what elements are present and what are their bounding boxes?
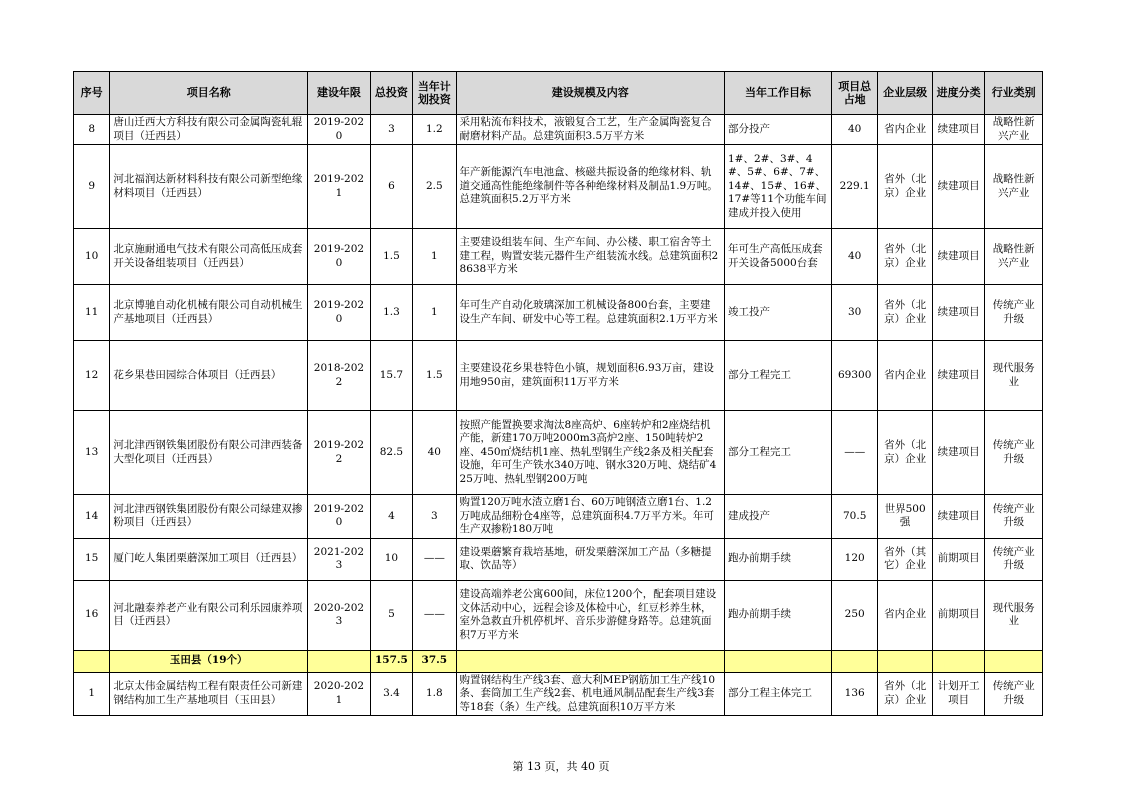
cell-annual: ——: [413, 538, 456, 580]
cell-annual: 40: [413, 411, 456, 495]
cell-period: 2019-2020: [308, 115, 371, 145]
cell-level: 省内企业: [878, 115, 933, 145]
cell-goal: 跑办前期手续: [725, 538, 832, 580]
cell-area: 69300: [831, 341, 877, 411]
region-empty-cell: [74, 650, 110, 672]
cell-progress: 续建项目: [932, 495, 984, 539]
cell-level: 省外（北京）企业: [878, 672, 933, 716]
cell-goal: 年可生产高低压成套开关设备5000台套: [725, 229, 832, 285]
cell-progress: 续建项目: [932, 145, 984, 229]
table-row: [74, 580, 1043, 650]
header-period: 建设年限: [308, 72, 371, 115]
cell-total: 5: [370, 580, 412, 650]
cell-seq: 14: [74, 495, 110, 539]
table-row: [74, 341, 1043, 411]
cell-area: 40: [831, 115, 877, 145]
cell-goal: 建成投产: [725, 495, 832, 539]
cell-total: 1.5: [370, 229, 412, 285]
cell-progress: 续建项目: [932, 411, 984, 495]
region-name: 玉田县（19个）: [110, 650, 308, 672]
cell-seq: 8: [74, 115, 110, 145]
cell-level: 世界500强: [878, 495, 933, 539]
cell-annual: 3: [413, 495, 456, 539]
table-header-row: [74, 72, 1043, 115]
cell-progress: 续建项目: [932, 285, 984, 341]
header-total: 总投资: [370, 72, 412, 115]
cell-goal: 竣工投产: [725, 285, 832, 341]
cell-scale: 主要建设花乡果巷特色小镇，规划面积6.93万亩，建设用地950亩，建筑面积11万平方米: [456, 341, 724, 411]
region-annual: 37.5: [413, 650, 456, 672]
cell-period: 2021-2023: [308, 538, 371, 580]
cell-annual: 1.8: [413, 672, 456, 716]
cell-total: 15.7: [370, 341, 412, 411]
cell-area: 70.5: [831, 495, 877, 539]
region-empty-cell: [878, 650, 933, 672]
header-industry: 行业类别: [985, 72, 1043, 115]
cell-scale: 采用粘流布料技术，液锻复合工艺，生产金属陶瓷复合耐磨材料产品。总建筑面积3.5万平方米: [456, 115, 724, 145]
cell-annual: 1: [413, 229, 456, 285]
region-empty-cell: [308, 650, 371, 672]
cell-total: 3.4: [370, 672, 412, 716]
cell-total: 1.3: [370, 285, 412, 341]
cell-annual: 1: [413, 285, 456, 341]
cell-name: 北京太伟金属结构工程有限责任公司新建钢结构加工生产基地项目（玉田县）: [110, 672, 308, 716]
cell-annual: 1.2: [413, 115, 456, 145]
cell-level: 省外（北京）企业: [878, 411, 933, 495]
cell-period: 2018-2022: [308, 341, 371, 411]
cell-seq: 12: [74, 341, 110, 411]
cell-progress: 续建项目: [932, 341, 984, 411]
cell-annual: 1.5: [413, 341, 456, 411]
cell-area: 120: [831, 538, 877, 580]
cell-area: 229.1: [831, 145, 877, 229]
cell-area: 40: [831, 229, 877, 285]
cell-area: 250: [831, 580, 877, 650]
cell-scale: 主要建设组装车间、生产车间、办公楼、职工宿舍等土建工程，购置安装元器件生产组装流水线。总建筑面积28638平方米: [456, 229, 724, 285]
cell-name: 河北融泰养老产业有限公司利乐园康养项目（迁西县）: [110, 580, 308, 650]
cell-annual: ——: [413, 580, 456, 650]
region-empty-cell: [985, 650, 1043, 672]
cell-industry: 战略性新兴产业: [985, 115, 1043, 145]
table-row: [74, 115, 1043, 145]
cell-period: 2019-2021: [308, 145, 371, 229]
cell-goal: 部分工程完工: [725, 341, 832, 411]
cell-scale: 年产新能源汽车电池盒、核磁共振设备的绝缘材料、轨道交通高性能绝缘制件等各种绝缘材料及制品1.9万吨。总建筑面积5.2万平方米: [456, 145, 724, 229]
cell-progress: 前期项目: [932, 580, 984, 650]
cell-scale: 购置120万吨水渣立磨1台、60万吨钢渣立磨1台、1.2万吨成品细粉仓4座等，总建筑面积4.7万平方米。年可生产双掺粉180万吨: [456, 495, 724, 539]
project-table: [73, 71, 1043, 716]
cell-seq: 10: [74, 229, 110, 285]
cell-name: 河北津西钢铁集团股份有限公司绿建双掺粉项目（迁西县）: [110, 495, 308, 539]
cell-level: 省外（北京）企业: [878, 229, 933, 285]
cell-scale: 按照产能置换要求淘汰8座高炉、6座转炉和2座烧结机产能，新建170万吨2000m3高炉2座、150吨转炉2座、450㎡烧结机1座、热轧型钢生产线2条及相关配套设施，年可生产铁水340万吨、钢水320万吨、烧结矿425万吨、热轧型钢200万吨: [456, 411, 724, 495]
header-area: 项目总占地: [831, 72, 877, 115]
cell-name: 北京施耐通电气技术有限公司高低压成套开关设备组装项目（迁西县）: [110, 229, 308, 285]
cell-progress: 计划开工项目: [932, 672, 984, 716]
cell-seq: 15: [74, 538, 110, 580]
cell-level: 省外（北京）企业: [878, 145, 933, 229]
cell-period: 2019-2022: [308, 411, 371, 495]
cell-seq: 16: [74, 580, 110, 650]
cell-goal: 1#、2#、3#、4#、5#、6#、7#、14#、15#、16#、17#等11个功能车间建成并投入使用: [725, 145, 832, 229]
cell-area: 30: [831, 285, 877, 341]
cell-industry: 传统产业升级: [985, 672, 1043, 716]
header-scale: 建设规模及内容: [456, 72, 724, 115]
table-row: [74, 285, 1043, 341]
table-row: [74, 411, 1043, 495]
header-progress: 进度分类: [932, 72, 984, 115]
cell-industry: 现代服务业: [985, 580, 1043, 650]
cell-goal: 跑办前期手续: [725, 580, 832, 650]
cell-period: 2019-2020: [308, 285, 371, 341]
cell-industry: 传统产业升级: [985, 538, 1043, 580]
cell-industry: 现代服务业: [985, 341, 1043, 411]
cell-period: 2019-2020: [308, 229, 371, 285]
header-level: 企业层级: [878, 72, 933, 115]
table-row: [74, 229, 1043, 285]
cell-total: 82.5: [370, 411, 412, 495]
cell-scale: 建设栗蘑繁育栽培基地，研发栗蘑深加工产品（多糖提取、饮品等）: [456, 538, 724, 580]
cell-industry: 传统产业升级: [985, 495, 1043, 539]
table-row: [74, 538, 1043, 580]
cell-goal: 部分投产: [725, 115, 832, 145]
page-footer: 第 13 页，共 40 页: [512, 760, 610, 773]
cell-seq: 11: [74, 285, 110, 341]
cell-level: 省内企业: [878, 341, 933, 411]
cell-name: 北京博驰自动化机械有限公司自动机械生产基地项目（迁西县）: [110, 285, 308, 341]
region-empty-cell: [932, 650, 984, 672]
cell-name: 唐山迁西大方科技有限公司金属陶瓷轧辊项目（迁西县）: [110, 115, 308, 145]
cell-progress: 续建项目: [932, 115, 984, 145]
cell-scale: 年可生产自动化玻璃深加工机械设备800台套，主要建设生产车间、研发中心等工程。总建筑面积2.1万平方米: [456, 285, 724, 341]
cell-progress: 前期项目: [932, 538, 984, 580]
cell-industry: 传统产业升级: [985, 285, 1043, 341]
cell-level: 省外（其它）企业: [878, 538, 933, 580]
region-total: 157.5: [370, 650, 412, 672]
header-seq: 序号: [74, 72, 110, 115]
cell-total: 3: [370, 115, 412, 145]
table-row: [74, 495, 1043, 539]
header-goal: 当年工作目标: [725, 72, 832, 115]
cell-area: ——: [831, 411, 877, 495]
cell-seq: 1: [74, 672, 110, 716]
cell-name: 河北福润达新材料科技有限公司新型绝缘材料项目（迁西县）: [110, 145, 308, 229]
cell-total: 4: [370, 495, 412, 539]
cell-seq: 9: [74, 145, 110, 229]
cell-period: 2020-2021: [308, 672, 371, 716]
region-empty-cell: [725, 650, 832, 672]
cell-total: 10: [370, 538, 412, 580]
cell-name: 厦门屹人集团栗蘑深加工项目（迁西县）: [110, 538, 308, 580]
cell-period: 2020-2023: [308, 580, 371, 650]
cell-goal: 部分工程完工: [725, 411, 832, 495]
region-empty-cell: [456, 650, 724, 672]
cell-name: 花乡果巷田园综合体项目（迁西县）: [110, 341, 308, 411]
table-row: [74, 145, 1043, 229]
cell-scale: 建设高端养老公寓600间，床位1200个，配套项目建设文体活动中心，远程会诊及体检中心，红豆杉养生林，室外急救直升机停机坪、音乐步游健身路等。总建筑面积7万平方米: [456, 580, 724, 650]
cell-industry: 传统产业升级: [985, 411, 1043, 495]
region-subtotal-row: [74, 650, 1043, 672]
cell-period: 2019-2020: [308, 495, 371, 539]
header-name: 项目名称: [110, 72, 308, 115]
cell-industry: 战略性新兴产业: [985, 145, 1043, 229]
region-empty-cell: [831, 650, 877, 672]
cell-name: 河北津西钢铁集团股份有限公司津西装备大型化项目（迁西县）: [110, 411, 308, 495]
cell-progress: 续建项目: [932, 229, 984, 285]
header-annual: 当年计划投资: [413, 72, 456, 115]
cell-seq: 13: [74, 411, 110, 495]
cell-goal: 部分工程主体完工: [725, 672, 832, 716]
cell-annual: 2.5: [413, 145, 456, 229]
cell-level: 省外（北京）企业: [878, 285, 933, 341]
cell-area: 136: [831, 672, 877, 716]
cell-level: 省内企业: [878, 580, 933, 650]
table-row: [74, 672, 1043, 716]
cell-total: 6: [370, 145, 412, 229]
cell-scale: 购置钢结构生产线3套、意大利MEP钢筋加工生产线10条、套筒加工生产线2套、机电通风制品配套生产线3套等18套（条）生产线。总建筑面积10万平方米: [456, 672, 724, 716]
cell-industry: 战略性新兴产业: [985, 229, 1043, 285]
